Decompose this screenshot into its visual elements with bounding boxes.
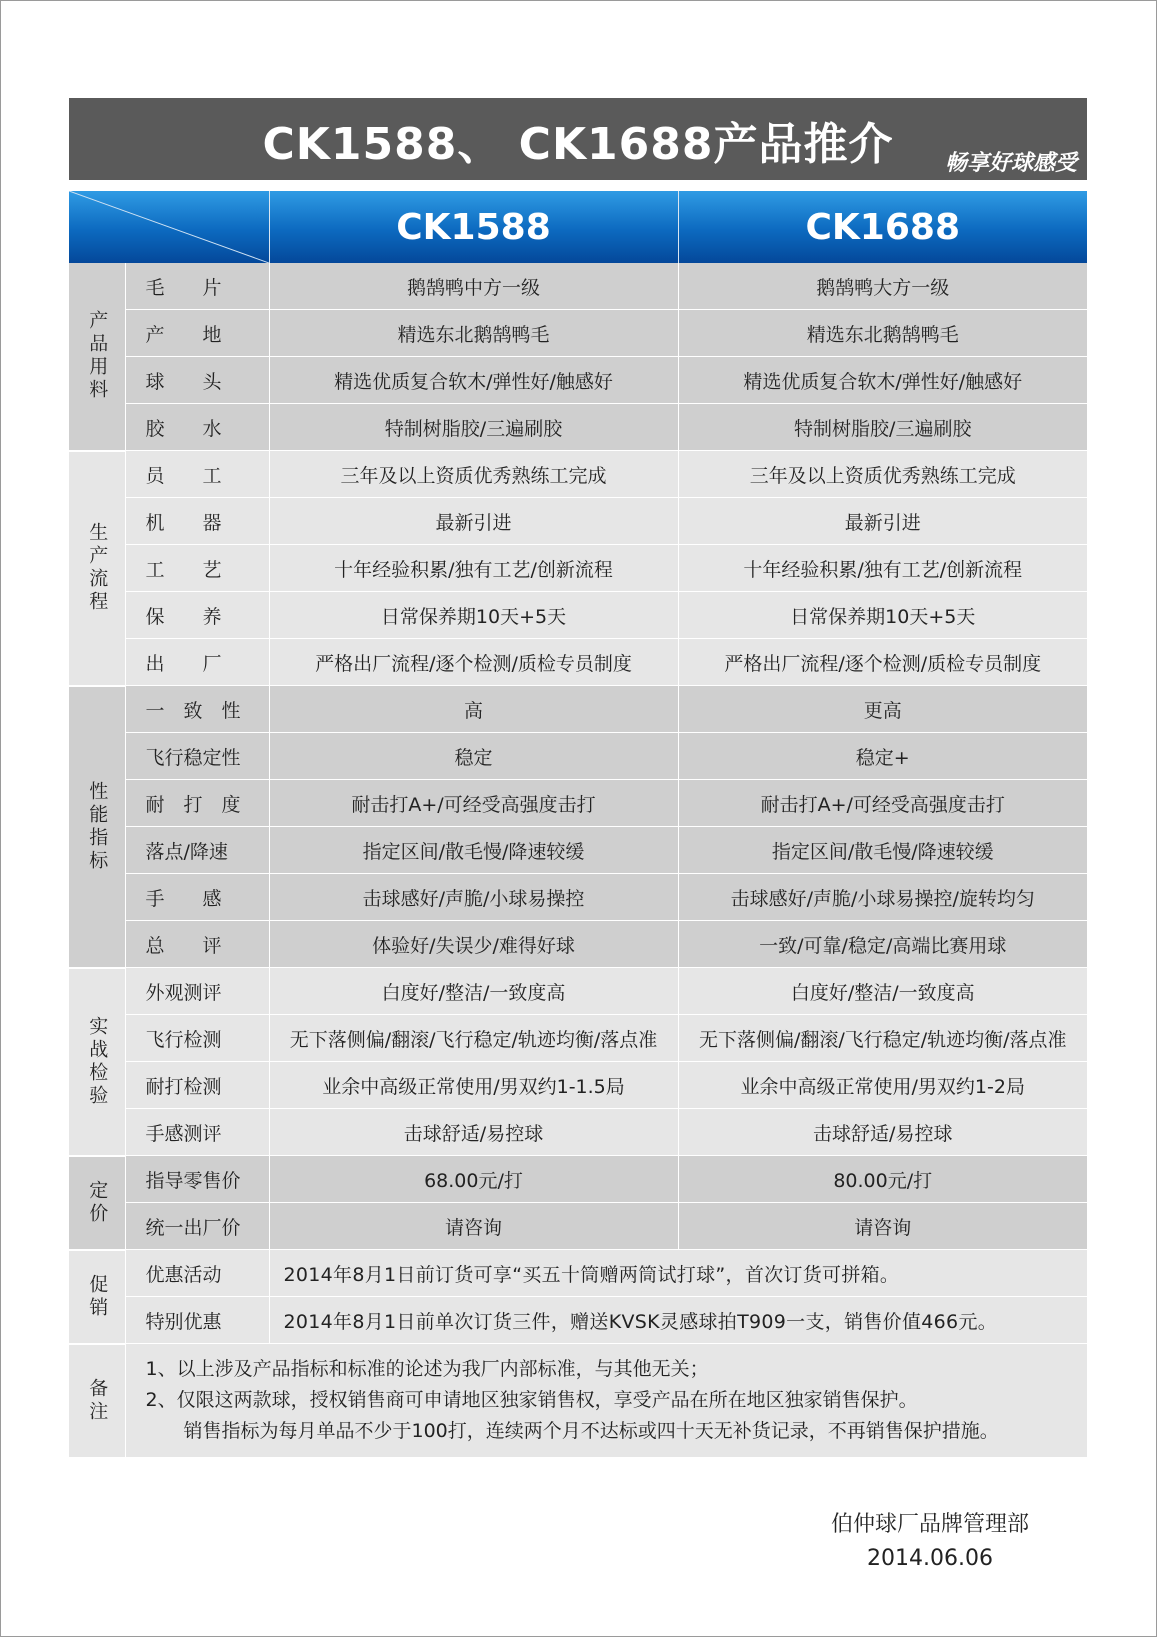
ck1588-value: 精选东北鹅鹄鸭毛 <box>269 310 678 357</box>
note-line: 1、以上涉及产品指标和标准的论述为我厂内部标准，与其他无关； <box>145 1358 709 1380</box>
table-row <box>69 1156 1087 1203</box>
group-label: 备注 <box>69 1344 125 1458</box>
table-row <box>69 357 1087 404</box>
notes-content <box>125 1344 1087 1458</box>
ck1688-value: 最新引进 <box>678 498 1087 545</box>
corner-cell <box>69 191 269 263</box>
ck1588-value: 白度好/整洁/一致度高 <box>269 968 678 1015</box>
ck1588-value: 请咨询 <box>269 1203 678 1250</box>
group-label: 生产流程 <box>69 451 125 686</box>
table-header-row <box>69 191 1087 263</box>
ck1688-value: 精选东北鹅鹄鸭毛 <box>678 310 1087 357</box>
ck1688-value: 日常保养期10天+5天 <box>678 592 1087 639</box>
ck1688-value: 指定区间/散毛慢/降速较缓 <box>678 827 1087 874</box>
group-label: 性能指标 <box>69 686 125 968</box>
promotion-row <box>69 1297 1087 1344</box>
table-row <box>69 310 1087 357</box>
row-label: 耐 打 度 <box>125 780 269 827</box>
table-row <box>69 498 1087 545</box>
table-row <box>69 263 1087 310</box>
row-label: 员 工 <box>125 451 269 498</box>
row-label: 总 评 <box>125 921 269 968</box>
promotion-text: 2014年8月1日前单次订货三件，赠送KVSK灵感球拍T909一支，销售价值466元。 <box>269 1297 1087 1344</box>
table-row <box>69 639 1087 686</box>
ck1588-value: 耐击打A+/可经受高强度击打 <box>269 780 678 827</box>
ck1688-value: 三年及以上资质优秀熟练工完成 <box>678 451 1087 498</box>
table-row <box>69 968 1087 1015</box>
table-row <box>69 827 1087 874</box>
table-row <box>69 1109 1087 1156</box>
promotion-text: 2014年8月1日前订货可享“买五十筒赠两筒试打球”，首次订货可拼箱。 <box>269 1250 1087 1297</box>
ck1688-value: 耐击打A+/可经受高强度击打 <box>678 780 1087 827</box>
ck1588-value: 日常保养期10天+5天 <box>269 592 678 639</box>
ck1588-value: 精选优质复合软木/弹性好/触感好 <box>269 357 678 404</box>
row-label: 耐打检测 <box>125 1062 269 1109</box>
table-row <box>69 1203 1087 1250</box>
ck1588-value: 最新引进 <box>269 498 678 545</box>
ck1688-value: 无下落侧偏/翻滚/飞行稳定/轨迹均衡/落点准 <box>678 1015 1087 1062</box>
ck1588-value: 无下落侧偏/翻滚/飞行稳定/轨迹均衡/落点准 <box>269 1015 678 1062</box>
ck1588-value: 稳定 <box>269 733 678 780</box>
column-header-ck1688: CK1688 <box>678 191 1087 263</box>
ck1588-value: 严格出厂流程/逐个检测/质检专员制度 <box>269 639 678 686</box>
row-label: 优惠活动 <box>125 1250 269 1297</box>
table-row <box>69 404 1087 451</box>
row-label: 球 头 <box>125 357 269 404</box>
table-row <box>69 1062 1087 1109</box>
row-label: 特别优惠 <box>125 1297 269 1344</box>
row-label: 统一出厂价 <box>125 1203 269 1250</box>
title-banner <box>69 98 1087 180</box>
row-label: 落点/降速 <box>125 827 269 874</box>
ck1688-value: 一致/可靠/稳定/高端比赛用球 <box>678 921 1087 968</box>
row-label: 毛 片 <box>125 263 269 310</box>
ck1688-value: 鹅鹄鸭大方一级 <box>678 263 1087 310</box>
ck1588-value: 击球舒适/易控球 <box>269 1109 678 1156</box>
table-row <box>69 545 1087 592</box>
row-label: 外观测评 <box>125 968 269 1015</box>
row-label: 出 厂 <box>125 639 269 686</box>
ck1688-value: 精选优质复合软木/弹性好/触感好 <box>678 357 1087 404</box>
issue-date: 2014.06.06 <box>867 1546 993 1571</box>
ck1688-value: 80.00元/打 <box>678 1156 1087 1203</box>
ck1588-value: 击球感好/声脆/小球易操控 <box>269 874 678 921</box>
table-row <box>69 451 1087 498</box>
table-row <box>69 921 1087 968</box>
table-row <box>69 592 1087 639</box>
table-row <box>69 733 1087 780</box>
ck1688-value: 更高 <box>678 686 1087 733</box>
row-label: 一 致 性 <box>125 686 269 733</box>
row-label: 飞行检测 <box>125 1015 269 1062</box>
group-label: 促销 <box>69 1250 125 1344</box>
row-label: 手 感 <box>125 874 269 921</box>
ck1688-value: 请咨询 <box>678 1203 1087 1250</box>
page-title: CK1588、 CK1688产品推介 <box>262 119 894 170</box>
ck1688-value: 稳定+ <box>678 733 1087 780</box>
promotion-row <box>69 1250 1087 1297</box>
ck1588-value: 特制树脂胶/三遍刷胶 <box>269 404 678 451</box>
ck1688-value: 业余中高级正常使用/男双约1-2局 <box>678 1062 1087 1109</box>
footer <box>831 1508 1029 1576</box>
product-comparison-table <box>69 191 1087 1459</box>
row-label: 产 地 <box>125 310 269 357</box>
row-label: 手感测评 <box>125 1109 269 1156</box>
ck1588-value: 三年及以上资质优秀熟练工完成 <box>269 451 678 498</box>
ck1588-value: 体验好/失误少/难得好球 <box>269 921 678 968</box>
row-label: 工 艺 <box>125 545 269 592</box>
ck1688-value: 白度好/整洁/一致度高 <box>678 968 1087 1015</box>
row-label: 指导零售价 <box>125 1156 269 1203</box>
ck1588-value: 高 <box>269 686 678 733</box>
table-row <box>69 780 1087 827</box>
ck1588-value: 鹅鹄鸭中方一级 <box>269 263 678 310</box>
table-row <box>69 1015 1087 1062</box>
group-label: 定价 <box>69 1156 125 1250</box>
column-header-ck1588: CK1588 <box>269 191 678 263</box>
row-label: 胶 水 <box>125 404 269 451</box>
ck1688-value: 十年经验积累/独有工艺/创新流程 <box>678 545 1087 592</box>
ck1588-value: 十年经验积累/独有工艺/创新流程 <box>269 545 678 592</box>
table-row <box>69 874 1087 921</box>
diagonal-line <box>69 191 269 263</box>
note-line: 2、仅限这两款球，授权销售商可申请地区独家销售权，享受产品在所在地区独家销售保护。 <box>145 1389 918 1411</box>
ck1688-value: 严格出厂流程/逐个检测/质检专员制度 <box>678 639 1087 686</box>
notes-row <box>69 1344 1087 1458</box>
group-label: 产品用料 <box>69 263 125 451</box>
ck1588-value: 指定区间/散毛慢/降速较缓 <box>269 827 678 874</box>
row-label: 机 器 <box>125 498 269 545</box>
ck1688-value: 击球感好/声脆/小球易操控/旋转均匀 <box>678 874 1087 921</box>
slogan: 畅享好球感受 <box>944 150 1077 176</box>
row-label: 飞行稳定性 <box>125 733 269 780</box>
department-name: 伯仲球厂品牌管理部 <box>830 1512 1029 1537</box>
ck1688-value: 击球舒适/易控球 <box>678 1109 1087 1156</box>
ck1688-value: 特制树脂胶/三遍刷胶 <box>678 404 1087 451</box>
ck1588-value: 业余中高级正常使用/男双约1-1.5局 <box>269 1062 678 1109</box>
row-label: 保 养 <box>125 592 269 639</box>
ck1588-value: 68.00元/打 <box>269 1156 678 1203</box>
group-label: 实战检验 <box>69 968 125 1156</box>
note-line: 销售指标为每月单品不少于100打，连续两个月不达标或四十天无补货记录，不再销售保护措施。 <box>145 1420 999 1442</box>
table-row <box>69 686 1087 733</box>
